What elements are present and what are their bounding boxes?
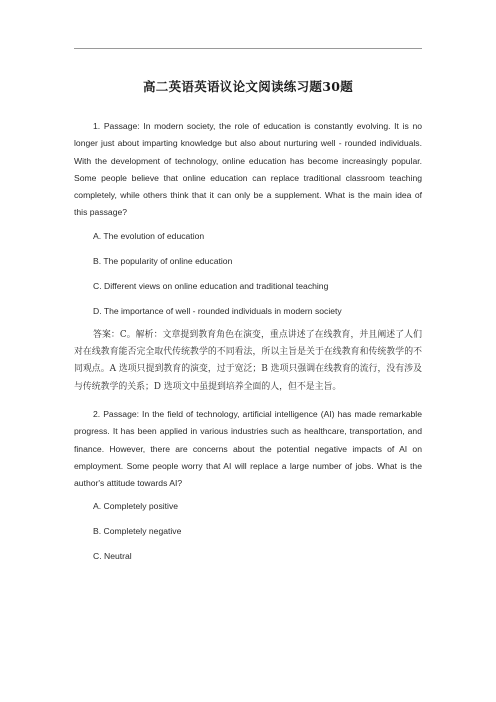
document-body bbox=[74, 118, 422, 562]
page-title: 高二英语英语议论文阅读练习题30题 bbox=[143, 79, 353, 94]
question-1-option-b: B. The popularity of online education bbox=[93, 255, 233, 266]
question-1-option-d: D. The importance of well - rounded individuals in modern society bbox=[93, 305, 342, 316]
question-1-answer: 答案：C。解析：文章提到教育角色在演变，重点讲述了在线教育，并且阐述了人们对在线教育能否完全取代传统教学的不同看法，所以主旨是关于在线教育和传统教学的不同观点。A 选项只提到教育的演变，过于宽泛；B 选项只强调在线教育的流行，没有涉及与传统教学的关系；D 选项文中虽提到培养全面的人，但不是主旨。 bbox=[74, 329, 422, 392]
question-1-passage: 1. Passage: In modern society, the role of education is constantly evolving. It is no longer just about imparting knowledge but also about nurturing well - rounded individuals. With the development of technology, online education has become increasingly popular. Some people believe that online education can replace traditional classroom teaching completely, while others think that it can only be a supplement. What is the main idea of this passage? bbox=[74, 121, 422, 218]
question-1-option-a: A. The evolution of education bbox=[93, 230, 205, 241]
question-2-option-a: A. Completely positive bbox=[93, 501, 179, 512]
question-1-option-c: C. Different views on online education and traditional teaching bbox=[93, 280, 329, 291]
question-2-option-c: C. Neutral bbox=[93, 551, 132, 562]
question-2-passage: 2. Passage: In the field of technology, artificial intelligence (AI) has made remarkable progress. It has been applied in various industries such as healthcare, transportation, and finance. However, there are concerns about the potential negative impacts of AI on employment. Some people worry that AI will replace a large number of jobs. What is the author's attitude towards AI? bbox=[74, 408, 422, 489]
question-2-option-b: B. Completely negative bbox=[93, 526, 182, 537]
header-rule bbox=[74, 48, 422, 49]
